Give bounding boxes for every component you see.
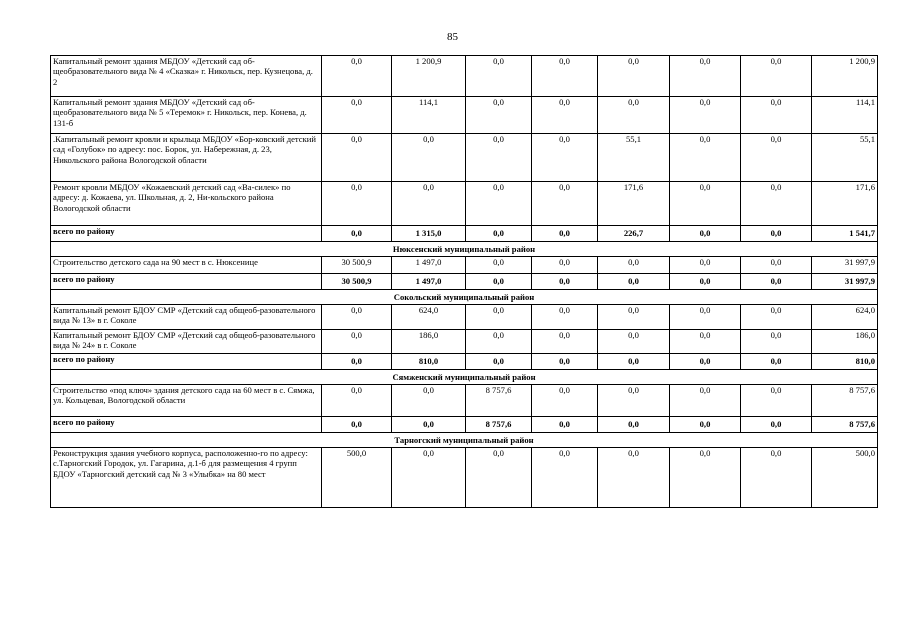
value-cell: 0,0	[466, 274, 532, 290]
value-cell: 0,0	[598, 56, 670, 97]
total-label: всего по району	[51, 274, 322, 290]
district-name: Нюксенский муниципальный район	[51, 242, 878, 257]
value-cell: 0,0	[741, 56, 812, 97]
value-cell: 0,0	[392, 134, 466, 182]
value-cell: 624,0	[392, 305, 466, 330]
project-name: Капитальный ремонт здания МБДОУ «Детский сад об-щеобразовательного вида № 5 «Теремок» г. Никольск, пер. Конева, д. 131-б	[51, 97, 322, 134]
project-name: Строительство «под ключ» здания детского сада на 60 мест в с. Сямжа, ул. Кольцевая, Вологодской области	[51, 385, 322, 417]
value-cell: 1 497,0	[392, 274, 466, 290]
row-total-cell: 186,0	[812, 330, 878, 354]
value-cell: 0,0	[598, 330, 670, 354]
value-cell: 0,0	[741, 330, 812, 354]
district-name: Сямженский муниципальный район	[51, 370, 878, 385]
value-cell: 0,0	[741, 134, 812, 182]
value-cell: 0,0	[322, 226, 392, 242]
value-cell: 0,0	[392, 448, 466, 508]
table-row	[51, 448, 878, 508]
value-cell: 0,0	[741, 257, 812, 274]
value-cell: 0,0	[598, 274, 670, 290]
value-cell: 0,0	[392, 385, 466, 417]
total-label: всего по району	[51, 417, 322, 433]
value-cell: 0,0	[466, 354, 532, 370]
value-cell: 0,0	[598, 448, 670, 508]
value-cell: 0,0	[598, 417, 670, 433]
row-total-cell: 810,0	[812, 354, 878, 370]
value-cell: 0,0	[466, 257, 532, 274]
value-cell: 0,0	[532, 385, 598, 417]
table-row	[51, 182, 878, 226]
value-cell: 0,0	[670, 274, 741, 290]
table-row	[51, 305, 878, 330]
project-name: .Капитальный ремонт кровли и крыльца МБДОУ «Бор-ковский детский сад «Голубок» по адресу: пос. Борок, ул. Набережная, д. 23, Никольского района Вологодской области	[51, 134, 322, 182]
value-cell: 0,0	[598, 97, 670, 134]
value-cell: 0,0	[741, 97, 812, 134]
district-total-row	[51, 226, 878, 242]
value-cell: 0,0	[466, 330, 532, 354]
project-name: Ремонт кровли МБДОУ «Кожаевский детский сад «Ва-силек» по адресу: д. Кожаева, ул. Школьная, д. 2, Ни-кольского района Вологодской области	[51, 182, 322, 226]
value-cell: 0,0	[741, 305, 812, 330]
value-cell: 0,0	[532, 134, 598, 182]
value-cell: 0,0	[670, 448, 741, 508]
value-cell: 1 497,0	[392, 257, 466, 274]
value-cell: 810,0	[392, 354, 466, 370]
value-cell: 0,0	[322, 134, 392, 182]
row-total-cell: 1 200,9	[812, 56, 878, 97]
value-cell: 0,0	[741, 274, 812, 290]
project-name: Капитальный ремонт БДОУ СМР «Детский сад общеоб-разовательного вида № 24» в г. Соколе	[51, 330, 322, 354]
value-cell: 226,7	[598, 226, 670, 242]
value-cell: 0,0	[392, 182, 466, 226]
total-label: всего по району	[51, 354, 322, 370]
project-name: Капитальный ремонт БДОУ СМР «Детский сад общеоб-разовательного вида № 13» в г. Соколе	[51, 305, 322, 330]
value-cell: 0,0	[670, 354, 741, 370]
value-cell: 30 500,9	[322, 257, 392, 274]
table-row	[51, 257, 878, 274]
value-cell: 0,0	[532, 56, 598, 97]
row-total-cell: 500,0	[812, 448, 878, 508]
district-name: Тарногский муниципальный район	[51, 433, 878, 448]
project-name: Строительство детского сада на 90 мест в с. Нюксенице	[51, 257, 322, 274]
value-cell: 0,0	[466, 182, 532, 226]
value-cell: 0,0	[532, 257, 598, 274]
value-cell: 0,0	[322, 56, 392, 97]
value-cell: 0,0	[532, 182, 598, 226]
value-cell: 0,0	[322, 182, 392, 226]
value-cell: 0,0	[598, 354, 670, 370]
value-cell: 0,0	[322, 385, 392, 417]
row-total-cell: 8 757,6	[812, 385, 878, 417]
district-total-row	[51, 354, 878, 370]
value-cell: 0,0	[670, 305, 741, 330]
value-cell: 0,0	[670, 385, 741, 417]
value-cell: 0,0	[670, 330, 741, 354]
value-cell: 0,0	[598, 385, 670, 417]
table-body	[51, 56, 878, 508]
value-cell: 0,0	[322, 330, 392, 354]
row-total-cell: 8 757,6	[812, 417, 878, 433]
district-header-row	[51, 242, 878, 257]
value-cell: 8 757,6	[466, 385, 532, 417]
value-cell: 0,0	[741, 448, 812, 508]
value-cell: 0,0	[322, 305, 392, 330]
value-cell: 0,0	[741, 354, 812, 370]
value-cell: 0,0	[670, 97, 741, 134]
value-cell: 0,0	[741, 417, 812, 433]
value-cell: 30 500,9	[322, 274, 392, 290]
budget-table	[50, 55, 878, 508]
district-header-row	[51, 433, 878, 448]
value-cell: 0,0	[532, 97, 598, 134]
value-cell: 0,0	[532, 226, 598, 242]
total-label: всего по району	[51, 226, 322, 242]
row-total-cell: 31 997,9	[812, 274, 878, 290]
row-total-cell: 55,1	[812, 134, 878, 182]
value-cell: 0,0	[466, 56, 532, 97]
table-row	[51, 56, 878, 97]
value-cell: 0,0	[741, 226, 812, 242]
value-cell: 0,0	[322, 354, 392, 370]
value-cell: 8 757,6	[466, 417, 532, 433]
table-row	[51, 134, 878, 182]
value-cell: 186,0	[392, 330, 466, 354]
value-cell: 0,0	[741, 182, 812, 226]
value-cell: 0,0	[670, 417, 741, 433]
row-total-cell: 1 541,7	[812, 226, 878, 242]
district-total-row	[51, 274, 878, 290]
value-cell: 1 315,0	[392, 226, 466, 242]
value-cell: 0,0	[532, 274, 598, 290]
row-total-cell: 171,6	[812, 182, 878, 226]
value-cell: 0,0	[532, 448, 598, 508]
value-cell: 0,0	[532, 354, 598, 370]
value-cell: 0,0	[466, 305, 532, 330]
value-cell: 0,0	[392, 417, 466, 433]
value-cell: 1 200,9	[392, 56, 466, 97]
value-cell: 0,0	[670, 182, 741, 226]
value-cell: 0,0	[466, 226, 532, 242]
row-total-cell: 624,0	[812, 305, 878, 330]
value-cell: 0,0	[741, 385, 812, 417]
value-cell: 0,0	[532, 417, 598, 433]
row-total-cell: 31 997,9	[812, 257, 878, 274]
table-row	[51, 97, 878, 134]
value-cell: 171,6	[598, 182, 670, 226]
value-cell: 0,0	[670, 257, 741, 274]
table-row	[51, 330, 878, 354]
value-cell: 0,0	[670, 226, 741, 242]
page-number: 85	[447, 31, 458, 43]
value-cell: 0,0	[598, 257, 670, 274]
district-header-row	[51, 290, 878, 305]
value-cell: 55,1	[598, 134, 670, 182]
value-cell: 0,0	[598, 305, 670, 330]
row-total-cell: 114,1	[812, 97, 878, 134]
value-cell: 0,0	[322, 97, 392, 134]
project-name: Капитальный ремонт здания МБДОУ «Детский сад об-щеобразовательного вида № 4 «Сказка» г. Никольск, пер. Кузнецова, д. 2	[51, 56, 322, 97]
value-cell: 0,0	[466, 97, 532, 134]
table-row	[51, 385, 878, 417]
value-cell: 500,0	[322, 448, 392, 508]
value-cell: 0,0	[532, 305, 598, 330]
value-cell: 0,0	[670, 134, 741, 182]
value-cell: 0,0	[322, 417, 392, 433]
district-total-row	[51, 417, 878, 433]
value-cell: 114,1	[392, 97, 466, 134]
value-cell: 0,0	[466, 134, 532, 182]
district-name: Сокольский муниципальный район	[51, 290, 878, 305]
district-header-row	[51, 370, 878, 385]
project-name: Реконструкция здания учебного корпуса, расположенно-го по адресу: с.Тарногский Городок, ул. Гагарина, д.1-б для размещения 4 групп БДОУ «Тарногский детский сад № 3 «Улыбка» на 80 мест	[51, 448, 322, 508]
value-cell: 0,0	[670, 56, 741, 97]
value-cell: 0,0	[532, 330, 598, 354]
value-cell: 0,0	[466, 448, 532, 508]
